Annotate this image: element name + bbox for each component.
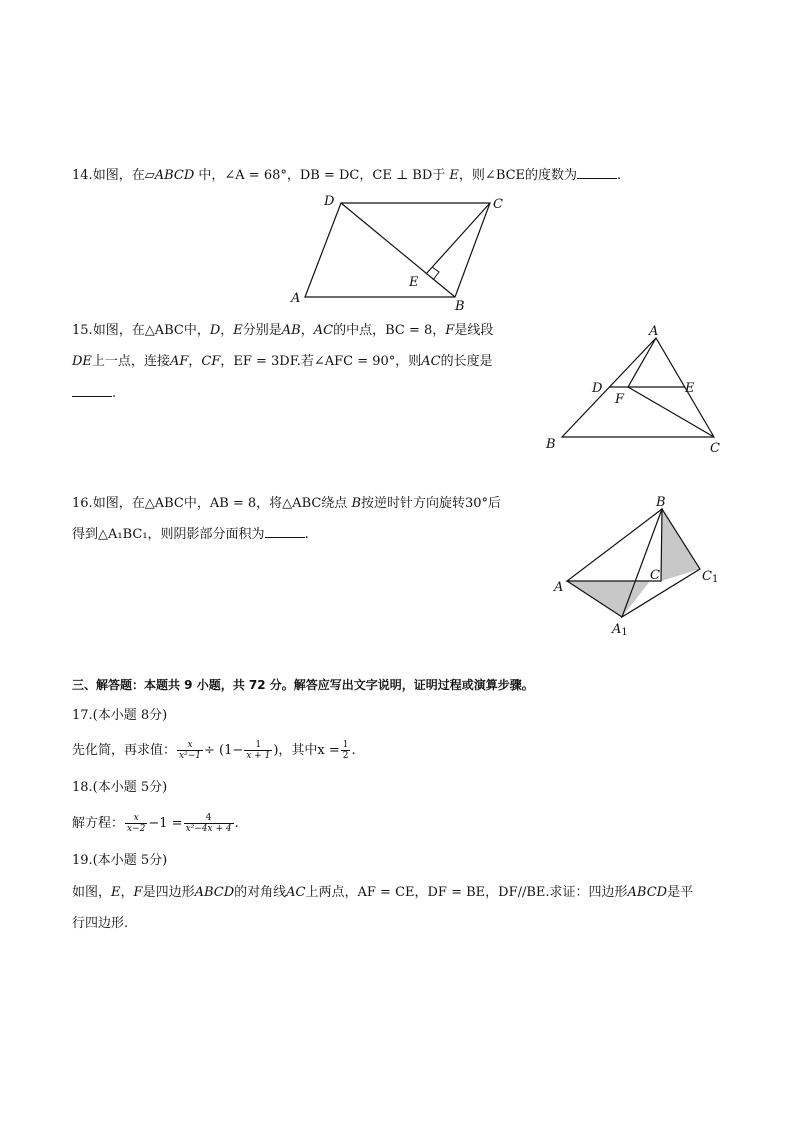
label-a: A xyxy=(291,291,301,306)
label-c: C xyxy=(650,568,660,583)
triangle-abc xyxy=(567,509,662,581)
q17-body: 先化简，再求值： $\frac{x}{\text{x²−1}}$ ÷ (1− $\frac{1}{x + 1}$ )，其中x = $\frac{1}{2}$ . xyxy=(72,740,356,761)
segment-ce xyxy=(426,203,490,274)
q15-line2: DE上一点，连接AF，CF，EF = 3DF.若∠AFC = 90°，则AC的长度是 xyxy=(72,354,493,369)
q19-header: 19.(本小题 5分) xyxy=(72,853,168,868)
q19-line2: 行四边形. xyxy=(72,916,129,931)
fraction: $\frac{x}{x-2}$ xyxy=(127,813,146,834)
fraction: $\frac{x}{\text{x²−1}}$ xyxy=(179,740,201,761)
q16-line2: 得到△A₁BC₁，则阴影部分面积为 . xyxy=(72,527,309,542)
shaded-region-left xyxy=(567,581,650,617)
q15-line3: . xyxy=(72,384,116,404)
fraction: $\frac{1}{x + 1}$ xyxy=(246,740,271,761)
q17-header: 17.(本小题 8分) xyxy=(72,708,168,723)
q14-text: 14.如图，在▱ABCD 中，∠A = 68°，DB = DC，CE ⊥ BD于 E，则∠BCE的度数为 . xyxy=(72,168,622,183)
section-title: 三、解答题：本题共 9 小题，共 72 分。解答应写出文字说明，证明过程或演算步骤。 xyxy=(72,678,534,692)
q18-body: 解方程： $\frac{x}{x-2}$ −1 = $\frac{4}{\text{x²−4x + 4}}$ . xyxy=(72,813,239,834)
q15-figure xyxy=(540,320,730,460)
segment-fc xyxy=(628,387,714,437)
label-a1: A1 xyxy=(612,622,628,638)
q16-figure xyxy=(550,492,730,642)
q18-header: 18.(本小题 5分) xyxy=(72,780,168,795)
shaded-region-right xyxy=(661,509,700,581)
label-c: C xyxy=(493,197,503,212)
answer-blank[interactable] xyxy=(265,525,305,538)
q16-line1: 16.如图，在△ABC中，AB = 8，将△ABC绕点 B按逆时针方向旋转30°后 xyxy=(72,496,502,511)
label-b: B xyxy=(546,437,556,452)
diagonal-bd xyxy=(341,203,455,297)
fraction: $\frac{4}{\text{x²−4x + 4}}$ xyxy=(185,813,232,834)
label-b: B xyxy=(455,299,465,314)
right-angle-mark xyxy=(432,267,439,280)
label-f: F xyxy=(615,392,625,407)
q15-line1: 15.如图，在△ABC中，D，E分别是AB，AC的中点，BC = 8，F是线段 xyxy=(72,323,494,338)
label-a: A xyxy=(649,324,659,339)
q14-figure xyxy=(285,190,515,315)
fraction: $\frac{1}{2}$ xyxy=(342,740,349,761)
label-c: C xyxy=(710,441,720,456)
answer-blank[interactable] xyxy=(72,384,112,397)
label-c1: C1 xyxy=(702,569,719,585)
label-d: D xyxy=(592,381,603,396)
label-a: A xyxy=(554,580,564,595)
answer-blank[interactable] xyxy=(577,166,617,179)
label-e: E xyxy=(409,275,419,290)
label-b: B xyxy=(656,495,666,510)
label-d: D xyxy=(324,194,335,209)
label-e: E xyxy=(685,381,695,396)
q19-line1: 如图，E，F是四边形ABCD的对角线AC上两点，AF = CE，DF = BE，DF//BE.求证：四边形ABCD是平 xyxy=(72,885,694,900)
